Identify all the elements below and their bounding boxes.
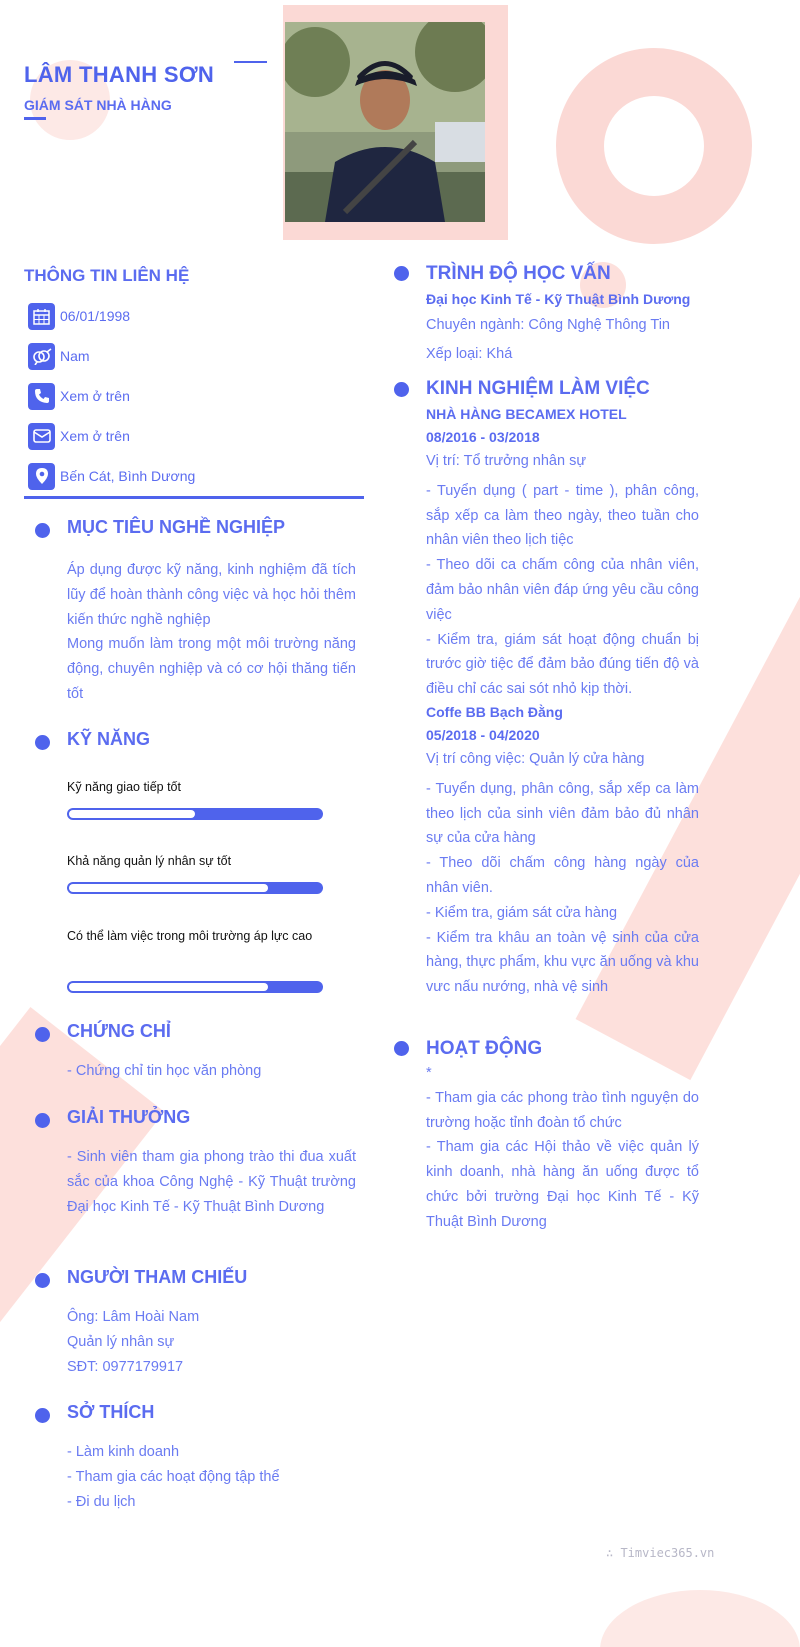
hobby-item: - Tham gia các hoạt động tập thể	[67, 1468, 280, 1485]
job-position: Vị trí: Tổ trưởng nhân sự	[426, 453, 587, 469]
job-title-underline	[24, 117, 46, 120]
job-duty: - Kiểm tra khâu an toàn vệ sinh của cửa hàng, thực phẩm, khu vực ăn uống và khu vưc nấu nướng, nhà vệ sinh	[426, 929, 699, 996]
education-grade: Xếp loại: Khá	[426, 346, 513, 362]
job-duty: - Tuyển dụng ( part - time ), phân công, sắp xếp ca làm theo ngày, theo tuần cho nhân viên theo lịch tiệc	[426, 482, 699, 549]
education-school: Đại học Kinh Tế - Kỹ Thuật Bình Dương	[426, 291, 691, 307]
skill-bar	[67, 981, 323, 993]
certificates-bullet	[35, 1027, 50, 1042]
activities-text	[426, 1061, 699, 1235]
awards-bullet	[35, 1113, 50, 1128]
hobby-item: - Đi du lịch	[67, 1493, 136, 1510]
reference-title: Quản lý nhân sự	[67, 1333, 175, 1350]
job-duty: - Theo dõi ca chấm công của nhân viên, đảm bảo nhân viên đáp ứng yêu cầu công việc	[426, 557, 699, 623]
objective-bullet	[35, 523, 50, 538]
phone-icon	[28, 383, 55, 410]
job-company: Coffe BB Bạch Đằng	[426, 704, 563, 720]
job-details	[426, 449, 699, 702]
location-icon	[28, 463, 55, 490]
education-bullet	[394, 266, 409, 281]
reference-name: Ông: Lâm Hoài Nam	[67, 1309, 200, 1325]
contact-address	[28, 462, 195, 490]
contact-email-text: Xem ở trên	[60, 428, 130, 444]
awards-heading: GIẢI THƯỞNG	[67, 1107, 191, 1127]
skill-bar	[67, 882, 323, 894]
awards-text: - Sinh viên tham gia phong trào thi đua xuất sắc của khoa Công Nghệ - Kỹ Thuật trường Đại học Kinh Tế - Kỹ Thuật Bình Dương	[67, 1149, 356, 1215]
name-underline	[234, 61, 267, 63]
job-period: 05/2018 - 04/2020	[426, 727, 540, 743]
skill-bar	[67, 808, 323, 820]
skill-label: Có thể làm việc trong môi trường áp lực cao	[67, 929, 313, 943]
reference-phone: SĐT: 0977179917	[67, 1358, 184, 1375]
contact-phone	[28, 382, 130, 410]
job-duty: - Theo dõi chấm công hàng ngày của nhân viên.	[426, 855, 699, 896]
skill-bar-level	[69, 884, 268, 892]
skill-label: Khả năng quản lý nhân sự tốt	[67, 854, 232, 868]
contact-email	[28, 422, 130, 450]
objective-heading: MỤC TIÊU NGHỀ NGHIỆP	[67, 517, 286, 537]
contact-divider	[24, 496, 364, 499]
objective-paragraph-1: Áp dụng được kỹ năng, kinh nghiệm đã tích lũy để hoàn thành công việc và học hỏi thêm kiến thức nghề nghiệp	[67, 562, 356, 628]
skill-label: Kỹ năng giao tiếp tốt	[67, 780, 181, 794]
hobbies-heading: SỞ THÍCH	[67, 1402, 155, 1422]
job-period: 08/2016 - 03/2018	[426, 429, 540, 445]
job-duty: - Kiểm tra, giám sát hoạt động chuẩn bị trước giờ tiệc để đảm bảo đúng tiến độ và điều chỉ các sai sót nhỏ kịp thời.	[426, 631, 699, 698]
experience-heading: KINH NGHIỆM LÀM VIỆC	[426, 378, 650, 399]
hobby-item: - Làm kinh doanh	[67, 1444, 180, 1460]
watermark: ∴ Timviec365.vn	[606, 1546, 715, 1560]
certificates-text: - Chứng chỉ tin học văn phòng	[67, 1063, 262, 1079]
email-icon	[28, 423, 55, 450]
skill-bar-level	[69, 810, 195, 818]
job-details	[426, 747, 699, 1000]
references-text	[67, 1305, 356, 1379]
experience-bullet	[394, 382, 409, 397]
contact-phone-text: Xem ở trên	[60, 388, 130, 404]
skills-heading: KỸ NĂNG	[67, 729, 151, 749]
activities-heading: HOẠT ĐỘNG	[426, 1038, 543, 1059]
activity-item: - Tham gia các phong trào tình nguyện do trường hoặc tỉnh đoàn tổ chức	[426, 1089, 699, 1131]
gender-icon	[28, 343, 55, 370]
job-company: NHÀ HÀNG BECAMEX HOTEL	[426, 406, 627, 422]
references-heading: NGƯỜI THAM CHIẾU	[67, 1267, 248, 1287]
activity-item: - Tham gia các Hội thảo về việc quản lý kinh doanh, nhà hàng ăn uống được tổ chức bởi trường Đại học Kinh Tế - Kỹ Thuật Bình Dương	[426, 1139, 699, 1230]
hobbies-text	[67, 1440, 356, 1514]
job-duty: - Tuyển dụng, phân công, sắp xếp ca làm theo lịch của sinh viên đảm bảo đủ nhân sự của cửa hàng	[426, 780, 699, 847]
education-details	[426, 311, 706, 369]
decorative-ring	[556, 48, 752, 244]
hobbies-bullet	[35, 1408, 50, 1423]
contact-heading: THÔNG TIN LIÊN HỆ	[24, 266, 190, 285]
activities-bullet	[394, 1041, 409, 1056]
calendar-icon	[28, 303, 55, 330]
job-position: Vị trí công việc: Quản lý cửa hàng	[426, 751, 645, 767]
contact-birthday	[28, 302, 130, 330]
objective-text	[67, 558, 356, 707]
activities-asterisk: *	[426, 1065, 432, 1081]
education-heading: TRÌNH ĐỘ HỌC VẤN	[426, 263, 611, 284]
job-duty: - Kiểm tra, giám sát cửa hàng	[426, 904, 618, 921]
job-title: GIÁM SÁT NHÀ HÀNG	[24, 97, 172, 113]
education-major: Chuyên ngành: Công Nghệ Thông Tin	[426, 317, 670, 333]
objective-paragraph-2: Mong muốn làm trong một môi trường năng động, chuyên nghiệp và có cơ hội thăng tiến tốt	[67, 636, 356, 702]
candidate-name: LÂM THANH SƠN	[24, 62, 215, 87]
contact-address-text: Bến Cát, Bình Dương	[60, 468, 196, 484]
skills-bullet	[35, 735, 50, 750]
contact-birthday-text: 06/01/1998	[60, 308, 131, 324]
references-bullet	[35, 1273, 50, 1288]
certificates-heading: CHỨNG CHỈ	[67, 1021, 171, 1041]
profile-photo	[285, 22, 485, 222]
skill-bar-level	[69, 983, 268, 991]
contact-gender-text: Nam	[60, 348, 90, 364]
decorative-circle-bottom	[600, 1590, 800, 1647]
contact-gender	[28, 342, 90, 370]
